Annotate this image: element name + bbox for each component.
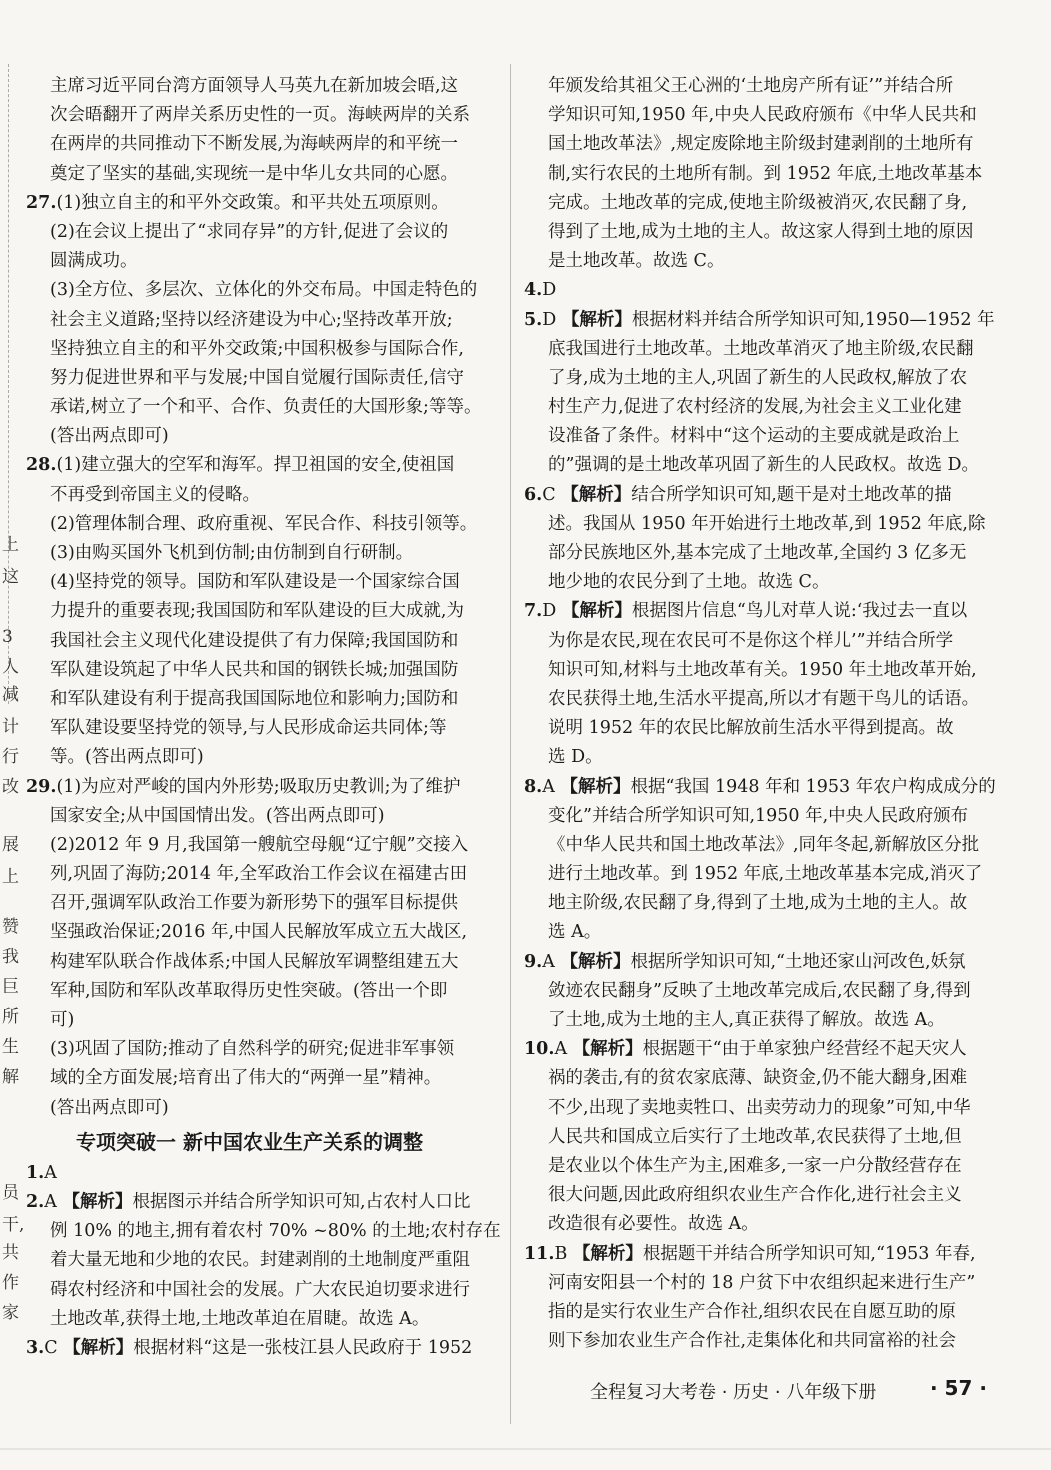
- line-text: (3)巩固了国防;推动了自然科学的研究;促进非军事领: [50, 1039, 455, 1060]
- line-text: 地主阶级,农民翻了身,得到了土地,成为土地的主人。故: [548, 893, 968, 914]
- line-text: A: [554, 1039, 573, 1060]
- text-line: [524, 130, 982, 159]
- line-text: 底我国进行土地改革。土地改革消灭了地主阶级,农民翻: [548, 338, 974, 359]
- line-text: 召开,强调军队政治工作要为新形势下的强军目标提供: [50, 893, 459, 914]
- text-line: [26, 889, 496, 918]
- line-text: 坚强政治保证;2016 年,中国人民解放军成立五大战区,: [50, 922, 468, 943]
- text-line: [524, 831, 982, 860]
- line-text-rest: 根据材料并结合所学知识可知,1950—1952 年: [631, 309, 995, 330]
- text-line: [26, 1035, 496, 1064]
- analysis-tag: 【解析】: [63, 1337, 134, 1358]
- line-text: (2)在会议上提出了“求同存异”的方针,促进了会议的: [50, 221, 449, 242]
- line-text: 则下参加农业生产合作社,走集体化和共同富裕的社会: [548, 1331, 957, 1352]
- edge-glyph: 人: [2, 657, 19, 677]
- line-text: (答出两点即可): [50, 426, 169, 447]
- text-line: [26, 130, 496, 159]
- text-line: [26, 1305, 496, 1334]
- line-text: 制,实行农民的土地所有制。到 1952 年底,土地改革基本: [548, 163, 983, 184]
- text-line: [524, 802, 982, 831]
- text-line: [26, 247, 496, 276]
- edge-glyph: 所: [2, 1007, 19, 1027]
- line-text: 在两岸的共同推动下不断发展,为海峡两岸的和平统一: [50, 134, 459, 155]
- text-line: [524, 1181, 982, 1210]
- line-text: 可): [50, 1010, 75, 1030]
- line-text: 选 A。: [548, 922, 602, 943]
- line-text: (2)管理体制合理、政府重视、军民合作、科技引领等。: [50, 513, 478, 534]
- edge-glyph: 生: [2, 1037, 19, 1057]
- line-text: D: [542, 280, 557, 301]
- text-line: [524, 364, 982, 393]
- analysis-tag: 【解析】: [561, 484, 632, 505]
- line-text: 国家安全;从中国国情出发。(答出两点即可): [50, 805, 385, 826]
- line-text: 和军队建设有利于提高我国国际地位和影响力;国防和: [50, 688, 459, 709]
- text-line: [524, 276, 982, 305]
- line-text: A: [44, 1191, 63, 1212]
- text-line: [524, 306, 995, 335]
- edge-glyph: 行: [2, 747, 19, 767]
- question-number: 6.: [524, 484, 543, 505]
- text-line: [26, 306, 496, 335]
- question-number: 1.: [26, 1162, 45, 1183]
- edge-glyph: 作: [2, 1273, 19, 1293]
- text-line: [26, 1276, 496, 1305]
- page-number: · 57 ·: [930, 1376, 987, 1400]
- line-text: 不少,出现了卖地卖牲口、出卖劳动力的现象”可知,中华: [548, 1097, 971, 1118]
- line-text: A: [542, 951, 561, 972]
- line-text: 很大问题,因此政府组织农业生产合作化,进行社会主义: [548, 1185, 962, 1206]
- line-text: 了土地,成为土地的主人,真正获得了解放。故选 A。: [548, 1010, 945, 1030]
- line-text: 敛迹农民翻身”反映了土地改革完成后,农民翻了身,得到: [548, 980, 971, 1001]
- edge-glyph: 展: [2, 835, 19, 855]
- text-line: [524, 948, 982, 977]
- analysis-tag: 【解析】: [561, 309, 632, 330]
- text-line: [524, 889, 982, 918]
- line-text: C: [542, 484, 562, 505]
- line-text: 圆满成功。: [50, 251, 138, 272]
- line-text: 国土地改革法》,规定废除地主阶级封建剥削的土地所有: [548, 134, 974, 155]
- text-line: [26, 918, 496, 947]
- line-text: D: [542, 309, 562, 330]
- line-text: 土地改革,获得土地,土地改革迫在眉睫。故选 A。: [50, 1308, 430, 1329]
- text-line: [26, 1064, 496, 1093]
- text-line: [26, 276, 496, 305]
- line-text: 村生产力,促进了农村经济的发展,为社会主义工业化建: [548, 397, 962, 418]
- edge-glyph: 改: [2, 777, 19, 797]
- edge-glyph: 上: [2, 535, 19, 555]
- line-text: 例 10% 的地主,拥有着农村 70% ~80% 的土地;农村存在: [50, 1221, 501, 1242]
- text-line: [524, 773, 996, 802]
- edge-glyph: 减: [2, 685, 19, 705]
- line-text: 军种,国防和军队改革取得历史性突破。(答出一个即: [50, 980, 448, 1001]
- text-line: [26, 948, 496, 977]
- text-line: [26, 597, 496, 626]
- line-text-rest: 根据题干“由于单家独户经营经不起天灾人: [642, 1039, 967, 1060]
- text-line: [524, 627, 982, 656]
- text-line: [26, 627, 496, 656]
- line-text-rest: 根据所学知识可知,“土地还家山河改色,妖氛: [630, 951, 966, 972]
- line-text: 改造很有必要性。故选 A。: [548, 1214, 759, 1235]
- line-text: 得到了土地,成为土地的主人。故这家人得到土地的原因: [548, 221, 974, 242]
- text-line: [26, 1159, 496, 1188]
- text-line: [26, 831, 496, 860]
- text-line: [524, 189, 982, 218]
- line-text: 农民获得土地,生活水平提高,所以才有题干鸟儿的话语。: [548, 688, 980, 709]
- text-line: [524, 656, 982, 685]
- edge-glyph: 共: [2, 1243, 19, 1263]
- edge-glyph: 解: [2, 1067, 19, 1087]
- text-line: [26, 539, 496, 568]
- right-column: [524, 72, 996, 1356]
- line-text: A: [542, 776, 561, 797]
- edge-glyph: 赞: [2, 917, 19, 937]
- text-line: [26, 422, 496, 451]
- line-text: 河南安阳县一个村的 18 户贫下中农组织起来进行生产”: [548, 1272, 976, 1293]
- edge-glyph: 我: [2, 947, 19, 967]
- text-line: [524, 918, 982, 947]
- line-text-rest: 根据图片信息“鸟儿对草人说:‘我过去一直以: [631, 601, 968, 622]
- text-line: [26, 714, 496, 743]
- text-line: [524, 422, 982, 451]
- question-number: 3.: [26, 1337, 45, 1358]
- text-line: [524, 101, 982, 130]
- section-title: 专项突破一 新中国农业生产关系的调整: [76, 1129, 423, 1154]
- book-title: 全程复习大考卷 · 历史 · 八年级下册: [590, 1382, 877, 1403]
- text-line: [524, 1210, 982, 1239]
- line-text: 部分民族地区外,基本完成了土地改革,全国约 3 亿多无: [548, 543, 967, 563]
- line-text: 知识可知,材料与土地改革有关。1950 年土地改革开始,: [548, 659, 977, 680]
- line-text: 我国社会主义现代化建设提供了有力保障;我国国防和: [50, 630, 459, 651]
- text-line: [524, 714, 982, 743]
- text-line: [524, 1094, 982, 1123]
- question-number: 2.: [26, 1191, 45, 1212]
- line-text: 《中华人民共和国土地改革法》,同年冬起,新解放区分批: [548, 834, 980, 855]
- edge-glyph: 这: [2, 567, 19, 587]
- line-text: C: [44, 1337, 64, 1358]
- column-divider: [510, 64, 511, 1424]
- text-line: [26, 481, 496, 510]
- line-text: (3)由购买国外飞机到仿制;由仿制到自行研制。: [50, 543, 414, 563]
- text-line: [26, 568, 496, 597]
- line-text: 坚持独立自主的和平外交政策;中国积极参与国际合作,: [50, 338, 464, 359]
- line-text: 年颁发给其祖父王心洲的‘土地房产所有证’”并结合所: [548, 76, 954, 96]
- text-line: [524, 1327, 982, 1356]
- text-line: [524, 335, 982, 364]
- line-text: D: [542, 601, 562, 622]
- bottom-margin: [0, 1448, 1051, 1450]
- line-text: (4)坚持党的领导。国防和军队建设是一个国家综合国: [50, 572, 460, 593]
- line-text: (答出两点即可): [50, 1097, 169, 1118]
- analysis-tag: 【解析】: [561, 601, 632, 622]
- question-number: 4.: [524, 280, 543, 301]
- line-text: 努力促进世界和平与发展;中国自觉履行国际责任,信守: [50, 367, 464, 388]
- left-column: [26, 72, 501, 1363]
- line-text: (1)建立强大的空军和海军。捍卫祖国的安全,使祖国: [56, 455, 455, 476]
- line-text-rest: 根据材料“这是一张枝江县人民政府于 1952: [133, 1337, 473, 1358]
- line-text: (3)全方位、多层次、立体化的外交布局。中国走特色的: [50, 280, 478, 301]
- text-line: [26, 977, 496, 1006]
- line-text-rest: 根据图示并结合所学知识可知,占农村人口比: [132, 1191, 471, 1212]
- text-line: [26, 1334, 496, 1363]
- text-line: [524, 1064, 982, 1093]
- text-line: [26, 101, 496, 130]
- line-text: B: [554, 1243, 573, 1264]
- question-number: 28.: [26, 455, 57, 476]
- text-line: [524, 977, 982, 1006]
- line-text: 军队建设要坚持党的领导,与人民形成命运共同体;等: [50, 718, 447, 739]
- text-line: [524, 1123, 982, 1152]
- text-line: [524, 860, 982, 889]
- line-text: 为你是农民,现在农民可不是你这个样儿’”并结合所学: [548, 630, 954, 651]
- question-number: 10.: [524, 1039, 555, 1060]
- text-line: [524, 218, 982, 247]
- line-text: 等。(答出两点即可): [50, 747, 204, 768]
- text-line: [524, 1006, 982, 1035]
- line-text: 列,巩固了海防;2014 年,全军政治工作会议在福建古田: [50, 864, 468, 885]
- text-line: [524, 393, 982, 422]
- line-text: 人民共和国成立后实行了土地改革,农民获得了土地,但: [548, 1126, 962, 1147]
- text-line: [524, 539, 982, 568]
- text-line: [524, 481, 982, 510]
- line-text: 承诺,树立了一个和平、合作、负责任的大国形象;等等。: [50, 397, 482, 418]
- analysis-tag: 【解析】: [560, 776, 631, 797]
- text-line: [26, 802, 496, 831]
- line-text: (2)2012 年 9 月,我国第一艘航空母舰“辽宁舰”交接入: [50, 834, 469, 855]
- analysis-tag: 【解析】: [572, 1243, 643, 1264]
- text-line: [524, 685, 982, 714]
- text-line: [26, 860, 496, 889]
- text-line: [524, 1298, 982, 1327]
- edge-glyph: 员: [2, 1183, 19, 1203]
- text-line: [524, 1240, 982, 1269]
- question-number: 7.: [524, 601, 543, 622]
- text-line: [26, 1188, 496, 1217]
- text-line: [26, 335, 496, 364]
- page-footer: [590, 1376, 987, 1404]
- line-text: 了身,成为土地的主人,巩固了新生的人民政权,解放了农: [548, 367, 968, 388]
- text-line: [524, 72, 982, 101]
- analysis-tag: 【解析】: [560, 951, 631, 972]
- edge-glyph: 计: [2, 717, 19, 737]
- line-text: 域的全方面发展;培育出了伟大的“两弹一星”精神。: [50, 1068, 442, 1089]
- edge-glyph: 家: [2, 1303, 19, 1323]
- text-line: [26, 743, 496, 772]
- line-text: 述。我国从 1950 年开始进行土地改革,到 1952 年底,除: [548, 513, 986, 534]
- line-text: (1)为应对严峻的国内外形势;吸取历史教训;为了维护: [56, 776, 461, 797]
- previous-page-edge-text: [0, 60, 24, 1380]
- text-line: [524, 743, 982, 772]
- text-line: [26, 773, 496, 802]
- line-text: 地少地的农民分到了土地。故选 C。: [548, 572, 830, 593]
- text-line: [26, 1006, 496, 1035]
- edge-glyph: 干,: [2, 1215, 25, 1235]
- line-text: 设准备了条件。材料中“这个运动的主要成就是政治上: [548, 426, 960, 447]
- text-line: [26, 1246, 496, 1275]
- question-number: 8.: [524, 776, 543, 797]
- line-text: 完成。土地改革的完成,使地主阶级被消灭,农民翻了身,: [548, 192, 968, 213]
- line-text: 的”强调的是土地改革巩固了新生的人民政权。故选 D。: [548, 455, 980, 476]
- text-line: [26, 160, 496, 189]
- line-text: 奠定了坚实的基础,实现统一是中华儿女共同的心愿。: [50, 163, 459, 184]
- line-text: 祸的袭击,有的贫农家底薄、缺资金,仍不能大翻身,困难: [548, 1068, 968, 1089]
- line-text: 不再受到帝国主义的侵略。: [50, 484, 260, 505]
- line-text: 说明 1952 年的农民比解放前生活水平得到提高。故: [548, 718, 954, 739]
- line-text: 次会晤翻开了两岸关系历史性的一页。海峡两岸的关系: [50, 105, 470, 126]
- line-text: 进行土地改革。到 1952 年底,土地改革基本完成,消灭了: [548, 864, 983, 885]
- line-text: 是土地改革。故选 C。: [548, 251, 725, 272]
- line-text-rest: 结合所学知识可知,题干是对土地改革的描: [631, 484, 952, 505]
- text-line: [26, 1217, 501, 1246]
- question-number: 11.: [524, 1243, 555, 1264]
- text-line: [26, 510, 496, 539]
- edge-glyph: 3: [2, 627, 13, 647]
- text-line: [26, 364, 496, 393]
- edge-glyph: 巨: [2, 977, 19, 997]
- text-line: [26, 72, 496, 101]
- line-text: 碍农村经济和中国社会的发展。广大农民迫切要求进行: [50, 1279, 470, 1300]
- text-line: [26, 685, 496, 714]
- text-line: [26, 189, 496, 218]
- line-text: 社会主义道路;坚持以经济建设为中心;坚持改革开放;: [50, 309, 453, 330]
- question-number: 29.: [26, 776, 57, 797]
- line-text: (1)独立自主的和平外交政策。和平共处五项原则。: [56, 192, 449, 213]
- text-line: [524, 1152, 982, 1181]
- text-line: [524, 160, 982, 189]
- line-text: 学知识可知,1950 年,中央人民政府颁布《中华人民共和: [548, 105, 977, 126]
- line-text-rest: 根据“我国 1948 年和 1953 年农户构成成分的: [630, 776, 996, 797]
- line-text: 选 D。: [548, 747, 603, 768]
- question-number: 9.: [524, 951, 543, 972]
- analysis-tag: 【解析】: [572, 1039, 643, 1060]
- text-line: [524, 1035, 982, 1064]
- question-number: 5.: [524, 309, 543, 330]
- line-text: 是农业以个体生产为主,困难多,一家一户分散经营存在: [548, 1155, 962, 1176]
- line-text-rest: 根据题干并结合所学知识可知,“1953 年春,: [642, 1243, 976, 1264]
- text-line: [26, 393, 496, 422]
- analysis-tag: 【解析】: [62, 1191, 133, 1212]
- text-line: [524, 597, 982, 626]
- line-text: 军队建设筑起了中华人民共和国的钢铁长城;加强国防: [50, 659, 459, 680]
- line-text: A: [44, 1162, 57, 1183]
- line-text: 变化”并结合所学知识可知,1950 年,中央人民政府颁布: [548, 805, 969, 826]
- text-line: [26, 1094, 496, 1123]
- text-line: [524, 451, 982, 480]
- edge-glyph: 上: [2, 867, 19, 887]
- text-line: [524, 510, 986, 539]
- line-text: 指的是实行农业生产合作社,组织农民在自愿互助的原: [548, 1301, 957, 1322]
- text-line: [26, 451, 496, 480]
- line-text: 力提升的重要表现;我国国防和军队建设的巨大成就,为: [50, 601, 464, 622]
- text-line: [524, 247, 982, 276]
- text-line: [524, 1269, 982, 1298]
- text-line: [26, 218, 496, 247]
- text-line: [26, 656, 496, 685]
- question-number: 27.: [26, 192, 57, 213]
- text-line: [524, 568, 982, 597]
- line-text: 着大量无地和少地的农民。封建剥削的土地制度严重阻: [50, 1250, 470, 1271]
- line-text: 构建军队联合作战体系;中国人民解放军调整组建五大: [50, 951, 459, 972]
- line-text: 主席习近平同台湾方面领导人马英九在新加坡会晤,这: [50, 76, 459, 96]
